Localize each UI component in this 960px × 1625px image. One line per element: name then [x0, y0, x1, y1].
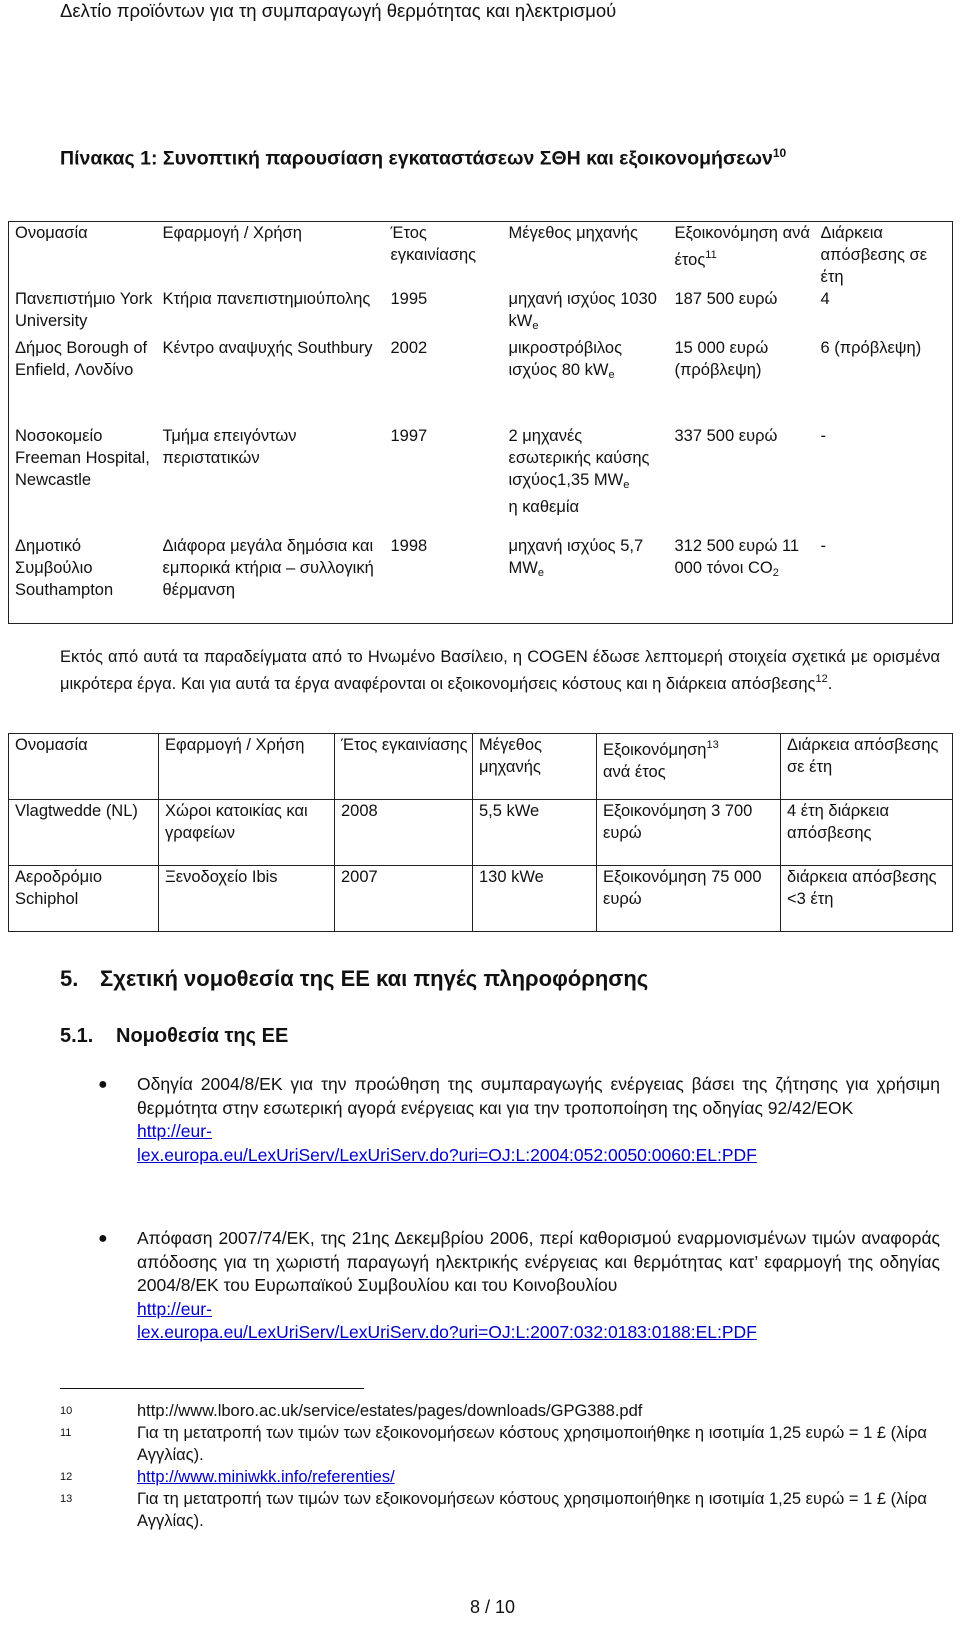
cell-savings: 15 000 ευρώ (πρόβλεψη) [674, 339, 769, 379]
cell-savings: Εξοικονόμηση 3 700 ευρώ [597, 800, 781, 866]
section-5-heading: 5. Σχετική νομοθεσία της ΕΕ και πηγές πληροφόρησης [60, 966, 649, 991]
section-5-1-heading: 5.1. Νομοθεσία της ΕΕ [60, 1025, 289, 1047]
cell-engine-size: 5,5 kWe [473, 800, 597, 866]
cell-application: Χώροι κατοικίας και γραφείων [159, 800, 335, 866]
footnote-ref-11[interactable]: 11 [705, 249, 717, 261]
table-row [9, 425, 953, 535]
header-payback: Διάρκεια απόσβεσης σε έτη [820, 224, 928, 286]
header-year: Έτος εγκαινίασης [390, 224, 477, 264]
cell-name: Δήμος Borough of Enfield, Λονδίνο [15, 339, 148, 379]
cell-payback: διάρκεια απόσβεσης <3 έτη [781, 866, 953, 932]
cell-name: Δημοτικό Συμβούλιο Southampton [15, 537, 114, 599]
header-application: Εφαρμογή / Χρήση [162, 224, 302, 242]
footnote-ref-13[interactable]: 13 [706, 739, 719, 751]
footnote-divider [60, 1388, 364, 1389]
eur-lex-link[interactable]: http://eur- [137, 1298, 212, 1319]
cell-engine-size: 130 kWe [473, 866, 597, 932]
cell-application: Κτήρια πανεπιστημιούπολης [162, 290, 371, 308]
header-engine-size: Μέγεθος μηχανής [473, 734, 597, 800]
cell-engine-size: μηχανή ισχύος 1030 $kW_e$ [508, 290, 657, 332]
page-number: 8 / 10 [470, 1597, 516, 1617]
cell-engine-size: μικροστρόβιλος ισχύος 80 $kW_e$ [508, 339, 623, 381]
cell-payback: - [820, 537, 826, 555]
table-row [9, 535, 953, 623]
document-page: Δελτίο προϊόντων για τη συμπαραγωγή θερμότητας και ηλεκτρισμού Πίνακας 1: Συνοπτική παρουσίαση εγκαταστάσεων ΣΘΗ και εξοικονομήσεων$^{10}$ Ονομασία Εφαρμογή / Χρήση Έτος εγκαινίασης Μέγεθος μηχανής Εξοικονόμηση ανά έτος$^{11}$ Διάρκεια απόσβεσης σε έτη Πανεπιστήμιο York University Κτήρια πανεπιστημιούπολης 1995 μηχανή ισχύος 1030 $kW_e$ 187 500 ευρώ 4 Δήμος Borough of Enfield, Λονδίνο Κέντρο αναψυχής Southbury 2002 μικροστρόβιλος ισχύος 80 $kW_e$ 15 000 ευρώ (πρόβλεψη) 6 (πρόβλεψη) Νοσοκομείο Freeman Hospital, Newcastle Τμήμα επειγόντων περιστατικών 1997 2 μηχανές εσωτερικής καύσης ισχύος1,35 $MW_e$ η καθεμία 337 500 ευρώ - Δημοτικό Συμβούλιο Southampton Διάφορα μεγάλα δημόσια και εμπορικά κτήρια – συλλογική θέρμανση 1998 μηχανή ισχύος 5,7 $MW_e$ 312 500 ευρώ 11 000 τόνοι $CO_2$ - Εκτός από αυτά τα παραδείγματα από το Ηνωμένο Βασίλειο, η COGEN έδωσε λεπτομερή στοιχεία σχετικά με ορισμένα μικρότερα έργα. Και για αυτά τα έργα αναφέρονται οι εξοικονομήσεις κόστους και η διάρκεια απόσβεσης$^{12}$. Ονομασία Εφαρμογή / Χρήση Έτος εγκαινίασης Μέγεθος μηχανής Εξοικονόμηση$^{13}$ ανά έτος Διάρκεια απόσβεσης σε έτη Vlagtwedde (NL) Χώροι κατοικίας και γραφείων 2008 5,5 kWe Εξοικονόμηση 3 700 ευρώ 4 έτη διάρκεια απόσβεσης Αεροδρόμιο Schiphol Ξενοδοχείο Ibis 2007 130 kWe Εξοικονόμηση 75 000 ευρώ διάρκεια απόσβεσης <3 έτη 5. Σχετική νομοθεσία της ΕΕ και πηγές πληροφόρησης 5.1. Νομοθεσία της ΕΕ ● Οδηγία 2004/8/ΕΚ για την προώθηση της συμπαραγωγής ενέργειας βάσει της ζήτησης για χρήσιμη θερμότητα στην εσωτερική αγορά ενέργειας και για την τροποποίηση της οδηγίας 92/42/ΕΟΚ http://eur- lex.europa.eu/LexUriServ/LexUriServ.do?uri=OJ:L:2004:052:0050:0060:EL:PDF ● Απόφαση 2007/74/ΕΚ, της 21ης Δεκεμβρίου 2006, περί καθορισμού εναρμονισμένων τιμών αναφοράς απόδοσης για τη χωριστή παραγωγή ηλεκτρικής ενέργειας και θερμότητας κατ’ εφαρμογή της οδηγίας 2004/8/ΕΚ του Ευρωπαϊκού Συμβουλίου και του Κοινοβουλίου http://eur- lex.europa.eu/LexUriServ/LexUriServ.do?uri=OJ:L:2007:032:0183:0188:EL:PDF 10 http://www.lboro.ac.uk/service/estates/pages/downloads/GPG388.pdf 11 Για τη μετατροπή των τιμών των εξοικονομήσεων κόστους χρησιμοποιήθηκε η ισοτιμία 1,25 ευρώ = 1 £ (λίρα Αγγλίας). 12 http://www.miniwkk.info/referenties/ 13 Για τη μετατροπή των τιμών των εξοικονομήσεων κόστους χρησιμοποιήθηκε η ισοτιμία 1,25 ευρώ = 1 £ (λίρα Αγγλίας). 8 / 10 [0, 0, 960, 1625]
cell-name: Vlagtwedde (NL) [9, 800, 159, 866]
table-1-title-text: Πίνακας 1: Συνοπτική παρουσίαση εγκαταστάσεων ΣΘΗ και εξοικονομήσεων [60, 147, 773, 170]
cell-application: Ξενοδοχείο Ibis [159, 866, 335, 932]
header-year: Έτος εγκαινίασης [335, 734, 473, 800]
cell-name: Αεροδρόμιο Schiphol [9, 866, 159, 932]
header-name: Ονομασία [9, 734, 159, 800]
cell-year: 1997 [390, 427, 428, 445]
bullet-item: Οδηγία 2004/8/ΕΚ για την προώθηση της συμπαραγωγής ενέργειας βάσει της ζήτησης για χρήσιμη θερμότητα στην εσωτερική αγορά ενέργειας και για την τροποποίηση της οδηγίας 92/42/ΕΟΚ http://eur- lex.europa.eu/LexUriServ/LexUriServ.do?uri=OJ:L:2004:052:0050:0060:EL:PDF [137, 1074, 940, 1165]
body-paragraph: Εκτός από αυτά τα παραδείγματα από το Ηνωμένο Βασίλειο, η COGEN έδωσε λεπτομερή στοιχεία σχετικά με ορισμένα μικρότερα έργα. Και για αυτά τα έργα αναφέρονται οι εξοικονομήσεις κόστους και η διάρκεια απόσβεσης$^{12}$. [60, 648, 940, 693]
cell-payback: 4 έτη διάρκεια απόσβεσης [781, 800, 953, 866]
eur-lex-link[interactable]: lex.europa.eu/LexUriServ/LexUriServ.do?uri=OJ:L:2007:032:0183:0188:EL:PDF [137, 1322, 757, 1342]
cell-savings: 337 500 ευρώ [674, 427, 778, 445]
eur-lex-link[interactable]: http://eur- [137, 1121, 212, 1141]
cell-application: Τμήμα επειγόντων περιστατικών [162, 427, 297, 467]
table-header-row [9, 734, 953, 800]
cell-year: 2008 [335, 800, 473, 866]
small-projects-table [8, 733, 953, 932]
header-savings: Εξοικονόμηση$^{13}$ ανά έτος [597, 734, 781, 800]
cell-engine-size: 2 μηχανές εσωτερικής καύσης ισχύος1,35 $MW_e$ η καθεμία [508, 427, 650, 516]
footnote-ref-12[interactable]: 12 [815, 673, 828, 685]
table-row [9, 288, 953, 337]
cell-application: Διάφορα μεγάλα δημόσια και εμπορικά κτήρια – συλλογική θέρμανση [162, 537, 374, 599]
cell-savings: 312 500 ευρώ 11 000 τόνοι $CO_2$ [674, 537, 800, 579]
cell-year: 2002 [390, 339, 428, 357]
cogen-installations-table [8, 221, 953, 624]
cell-payback: 6 (πρόβλεψη) [820, 339, 922, 357]
cell-year: 1998 [390, 537, 428, 555]
cell-savings: 187 500 ευρώ [674, 290, 778, 308]
header-engine-size: Μέγεθος μηχανής [508, 224, 638, 242]
table-row [9, 337, 953, 425]
cell-name: Νοσοκομείο Freeman Hospital, Newcastle [15, 427, 150, 489]
header-payback: Διάρκεια απόσβεσης σε έτη [781, 734, 953, 800]
cell-application: Κέντρο αναψυχής Southbury [162, 339, 373, 357]
table-row [9, 800, 953, 866]
cell-payback: 4 [820, 290, 830, 308]
cell-engine-size: μηχανή ισχύος 5,7 $MW_e$ [508, 537, 644, 579]
cell-savings: Εξοικονόμηση 75 000 ευρώ [597, 866, 781, 932]
header-savings: Εξοικονόμηση ανά έτος$^{11}$ [674, 224, 810, 269]
footnote-ref-10[interactable]: 10 [772, 146, 787, 160]
bullet-item: Απόφαση 2007/74/ΕΚ, της 21ης Δεκεμβρίου 2006, περί καθορισμού εναρμονισμένων τιμών αναφοράς απόδοσης για τη χωριστή παραγωγή ηλεκτρικής ενέργειας και θερμότητας κατ’ εφαρμογή της οδηγίας 2004/8/ΕΚ του Ευρωπαϊκού Συμβουλίου και του Κοινοβουλίου http://eur- lex.europa.eu/LexUriServ/LexUriServ.do?uri=OJ:L:2007:032:0183:0188:EL:PDF [137, 1228, 940, 1342]
table-1-title [60, 146, 786, 171]
bullet-icon: ● [98, 1076, 108, 1093]
cell-payback: - [820, 427, 826, 445]
bullet-icon: ● [98, 1230, 108, 1247]
cell-year: 1995 [390, 290, 428, 308]
cell-year: 2007 [335, 866, 473, 932]
table-row [9, 866, 953, 932]
table-header-row [9, 222, 953, 289]
eur-lex-link[interactable]: lex.europa.eu/LexUriServ/LexUriServ.do?uri=OJ:L:2004:052:0050:0060:EL:PDF [137, 1144, 757, 1165]
document-header: Δελτίο προϊόντων για τη συμπαραγωγή θερμότητας και ηλεκτρισμού [60, 0, 617, 21]
header-name: Ονομασία [15, 224, 88, 242]
header-application: Εφαρμογή / Χρήση [159, 734, 335, 800]
cell-name: Πανεπιστήμιο York University [15, 290, 153, 330]
